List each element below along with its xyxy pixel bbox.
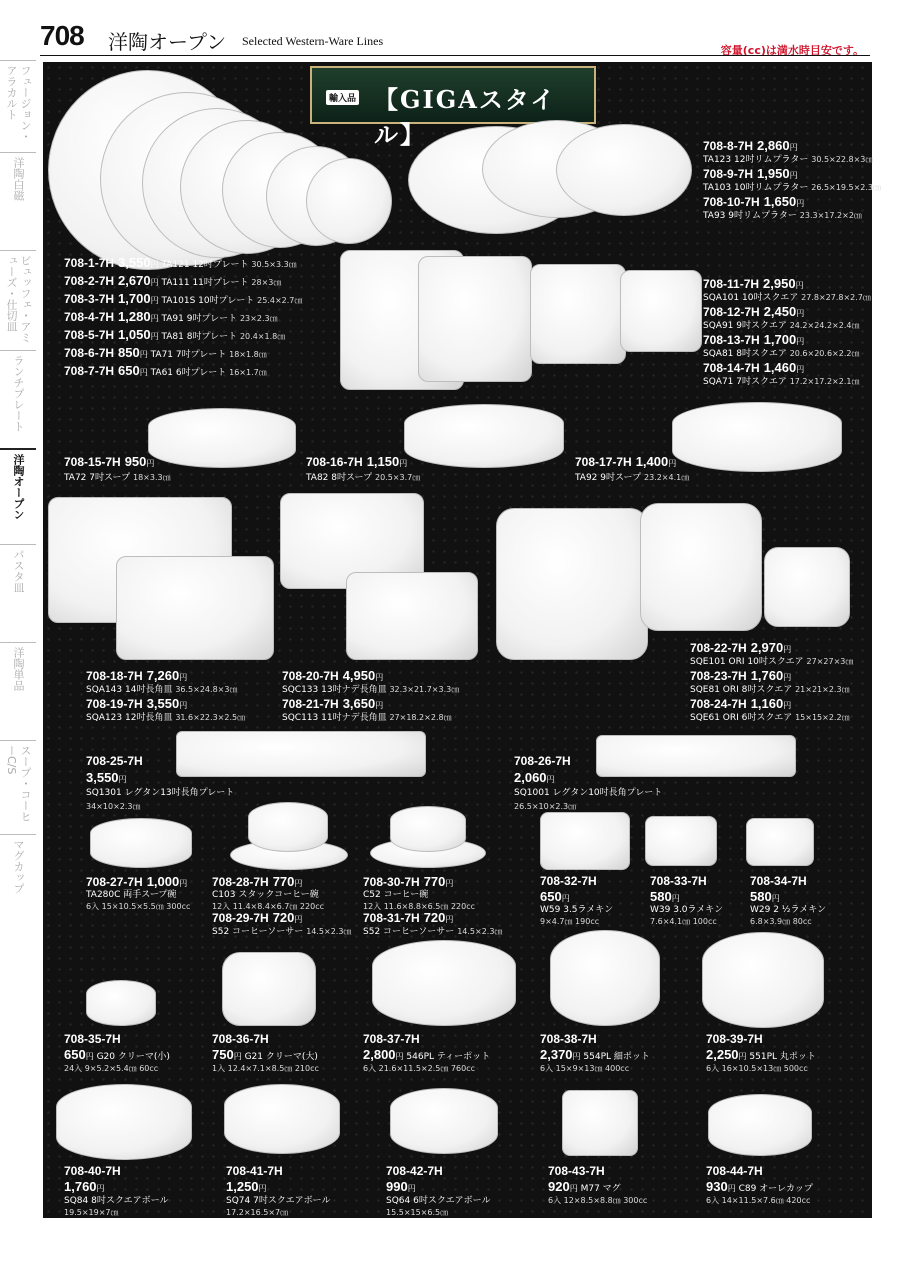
product-label: 708-16-7H 1,150円 TA82 8吋スープ 20.5×3.7㎝ xyxy=(306,454,421,483)
page-title: 洋陶オープン xyxy=(108,30,227,54)
product-label: 708-33-7H 580円 W39 3.0ラメキン 7.6×4.1㎝ 100cc xyxy=(650,874,724,926)
product-label: 708-15-7H 950円 TA72 7吋スープ 18×3.3㎝ xyxy=(64,454,171,483)
product-label: 708-43-7H 920円 M77 マグ 6入 12×8.5×8.8㎝ 300cc xyxy=(548,1164,648,1205)
product-label: 708-35-7H 650円 G20 クリーマ(小) 24入 9×5.2×5.4㎝ 60cc xyxy=(64,1032,170,1073)
product-label: 708-4-7H 1,280円 TA91 9吋プレート 23×2.3㎝ xyxy=(64,309,278,324)
product-label: 708-39-7H 2,250円 551PL 丸ポット 6入 16×10.5×13㎝ 500cc xyxy=(706,1032,816,1073)
import-badge: 輸入品 xyxy=(326,90,359,105)
side-tab[interactable]: 洋陶単品 xyxy=(0,642,36,738)
teapot-image xyxy=(702,932,824,1028)
product-label: 708-41-7H 1,250円 SQ74 7吋スクエアボール 17.2×16.5×7㎝ xyxy=(226,1164,331,1217)
creamer-image xyxy=(222,952,316,1026)
product-label: 708-25-7H 3,550円 SQ1301 レグタン13吋長角プレート 34×10×2.3㎝ xyxy=(86,754,235,811)
product-label: 708-17-7H 1,400円 TA92 9吋スープ 23.2×4.1㎝ xyxy=(575,454,690,483)
ori-square-image xyxy=(496,508,648,660)
side-index xyxy=(0,60,36,1220)
product-label: 708-2-7H 2,670円 TA111 11吋プレート 28×3㎝ xyxy=(64,273,282,288)
side-tab[interactable]: パスタ皿 xyxy=(0,544,36,640)
product-label: 708-37-7H 2,800円 546PL ティーポット 6入 21.6×11.5×2.5㎝ 760cc xyxy=(363,1032,491,1073)
product-label: 708-20-7H 4,950円 SQC133 13吋ナデ長角皿 32.3×21.7×3.3㎝ xyxy=(282,668,460,695)
product-label: 708-13-7H 1,700円 SQA81 8吋スクエア 20.6×20.6×2.2㎝ xyxy=(703,332,860,359)
platter-image xyxy=(556,124,692,216)
ramekin-image xyxy=(645,816,717,866)
product-label: 708-18-7H 7,260円 SQA143 14吋長角皿 36.5×24.8×3㎝ xyxy=(86,668,238,695)
plate-image xyxy=(306,158,392,244)
side-tab[interactable]: ビュッフェ・アミューズ・仕切皿 xyxy=(0,250,36,348)
product-label: 708-11-7H 2,950円 SQA101 10吋スクエア 27.8×27.8×2.7㎝ xyxy=(703,276,871,303)
product-label: 708-5-7H 1,050円 TA81 8吋プレート 20.4×1.8㎝ xyxy=(64,327,286,342)
product-label: 708-10-7H 1,650円 TA93 9吋リムプラター 23.3×17.2×2㎝ xyxy=(703,194,862,221)
product-label: 708-7-7H 650円 TA61 6吋プレート 16×1.7㎝ xyxy=(64,363,267,378)
side-tab[interactable]: フュージョン・アラカルト xyxy=(0,60,36,150)
product-label: 708-32-7H 650円 W59 3.5ラメキン 9×4.7㎝ 190cc xyxy=(540,874,614,926)
ori-square-image xyxy=(640,503,762,631)
capacity-note: 容量(cc)は満水時目安です。 xyxy=(720,44,864,57)
giga-style-banner xyxy=(310,66,596,149)
product-label: 708-22-7H 2,970円 SQE101 ORI 10吋スクエア 27×27×3㎝ xyxy=(690,640,854,667)
side-tab[interactable]: 洋陶白磁 xyxy=(0,152,36,248)
product-label: 708-19-7H 3,550円 SQA123 12吋長角皿 31.6×22.3×2.5㎝ xyxy=(86,696,246,723)
creamer-image xyxy=(86,980,156,1026)
product-label: 708-36-7H 750円 G21 クリーマ(大) 1入 12.4×7.1×8.5㎝ 210cc xyxy=(212,1032,319,1073)
square-plate-image xyxy=(620,270,702,352)
side-tab[interactable]: マグカップ xyxy=(0,834,36,926)
coffee-cup-image xyxy=(390,806,466,852)
soup-plate-image xyxy=(672,402,842,472)
product-label: 708-42-7H 990円 SQ64 6吋スクエアボール 15.5×15×6.5㎝ xyxy=(386,1164,491,1217)
banner-title: 【GIGAスタイル】 xyxy=(374,85,557,149)
rect-plate-image xyxy=(116,556,274,660)
square-bowl-image xyxy=(56,1084,192,1160)
soup-bowl-image xyxy=(90,818,192,868)
product-label: 708-8-7H 2,860円 TA123 12吋リムプラター 30.5×22.8×3㎝ xyxy=(703,138,874,165)
product-label: 708-24-7H 1,160円 SQE61 ORI 6吋スクエア 15×15×2.2㎝ xyxy=(690,696,850,723)
product-label: 708-14-7H 1,460円 SQA71 7吋スクエア 17.2×17.2×2.1㎝ xyxy=(703,360,860,387)
square-bowl-image xyxy=(390,1088,498,1154)
ori-square-image xyxy=(764,547,850,627)
teapot-image xyxy=(372,940,516,1026)
product-label: 708-31-7H 720円 S52 コーヒーソーサー 14.5×2.3㎝ xyxy=(363,910,503,937)
product-label: 708-27-7H 1,000円 TA280C 両手スープ碗 6入 15×10.5×5.5㎝ 300cc xyxy=(86,874,191,911)
product-label: 708-30-7H 770円 C52 コーヒー碗 12入 11.6×8.8×6.5㎝ 220cc xyxy=(363,874,475,911)
square-plate-image xyxy=(530,264,626,364)
product-label: 708-28-7H 770円 C103 スタックコーヒー碗 12入 11.4×8.4×6.7㎝ 220cc xyxy=(212,874,324,911)
product-label: 708-40-7H 1,760円 SQ84 8吋スクエアボール 19.5×19×7㎝ xyxy=(64,1164,169,1217)
product-label: 708-38-7H 2,370円 554PL 細ポット 6入 15×9×13㎝ 400cc xyxy=(540,1032,650,1073)
ramekin-image xyxy=(540,812,630,870)
coffee-cup-image xyxy=(248,802,328,852)
au-lait-cup-image xyxy=(708,1094,812,1156)
product-label: 708-26-7H 2,060円 SQ1001 レグタン10吋長角プレート 26.5×10×2.3㎝ xyxy=(514,754,663,811)
mug-image xyxy=(562,1090,638,1156)
ramekin-image xyxy=(746,818,814,866)
page-number: 708 xyxy=(40,20,84,51)
rect-plate-image xyxy=(346,572,478,660)
product-label: 708-3-7H 1,700円 TA101S 10吋プレート 25.4×2.7㎝ xyxy=(64,291,303,306)
soup-plate-image xyxy=(404,404,564,468)
side-tab[interactable]: スープ・コーヒーC/S xyxy=(0,740,36,832)
square-bowl-image xyxy=(224,1084,340,1154)
side-tab[interactable]: ランチプレート xyxy=(0,350,36,446)
side-tab-active[interactable]: 洋陶オープン xyxy=(0,448,36,542)
teapot-image xyxy=(550,930,660,1026)
product-label: 708-44-7H 930円 C89 オーレカップ 6入 14×11.5×7.6㎝ 420cc xyxy=(706,1164,813,1205)
square-plate-image xyxy=(418,256,532,382)
page-subtitle: Selected Western-Ware Lines xyxy=(242,34,384,48)
product-label: 708-34-7H 580円 W29 2 ½ラメキン 6.8×3.9㎝ 80cc xyxy=(750,874,827,926)
product-label: 708-23-7H 1,760円 SQE81 ORI 8吋スクエア 21×21×2.3㎝ xyxy=(690,668,850,695)
product-label: 708-29-7H 720円 S52 コーヒーソーサー 14.5×2.3㎝ xyxy=(212,910,352,937)
product-label: 708-1-7H 3,550円 TA121 12吋プレート 30.5×3.3㎝ xyxy=(64,255,297,270)
product-label: 708-9-7H 1,950円 TA103 10吋リムプラター 26.5×19.5×2.3㎝ xyxy=(703,166,881,193)
header-rule xyxy=(40,55,870,56)
product-label: 708-21-7H 3,650円 SQC113 11吋ナデ長角皿 27×18.2×2.8㎝ xyxy=(282,696,452,723)
product-label: 708-6-7H 850円 TA71 7吋プレート 18×1.8㎝ xyxy=(64,345,267,360)
product-label: 708-12-7H 2,450円 SQA91 9吋スクエア 24.2×24.2×2.4㎝ xyxy=(703,304,860,331)
